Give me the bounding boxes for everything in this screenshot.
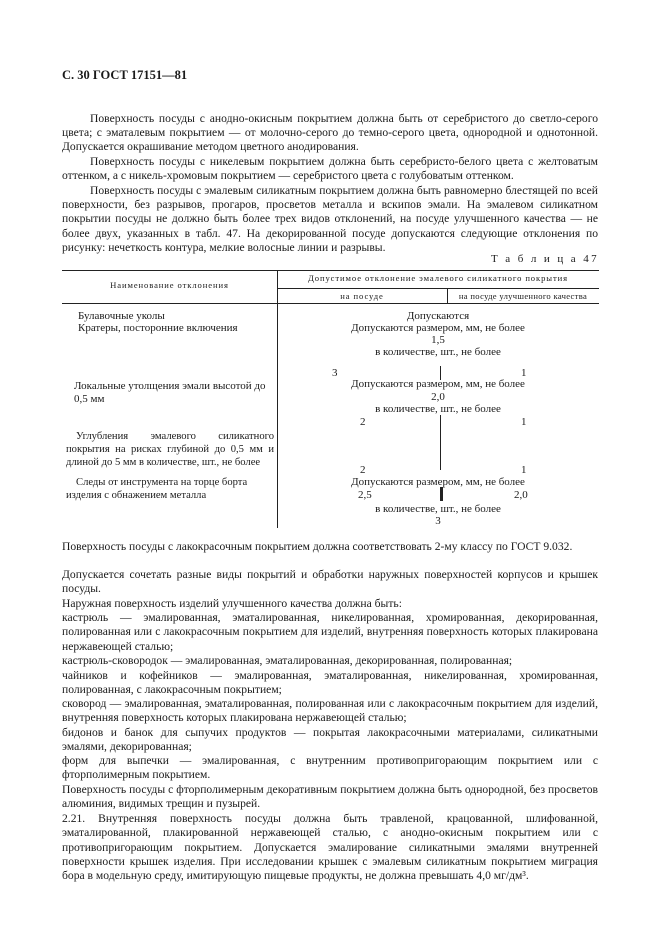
table-rule — [62, 303, 599, 304]
page-header: С. 30 ГОСТ 17151—81 — [62, 68, 188, 82]
table-rule — [440, 487, 443, 501]
paragraph: кастрюль — эмалированная, эматалированная, никелированная, хромированная, декорированная, полированная или с лакокрасочным покрытием для изделий, внутренняя поверхность которых плакирована нержавеющей сталью; — [62, 611, 598, 653]
cell-value: Допускаются размером, мм, не более — [351, 476, 525, 488]
row-name: Локальные утолщения эмали высотой до 0,5 мм — [74, 380, 266, 405]
paragraph: 2.21. Внутренняя поверхность посуды должна быть травленой, крацованной, шлифованной, эматалированной, плакированной нержавеющей сталью, с анодно-окисным покрытием или с противопригорающим покрытием. Допускается эмалирование силикатными эмалями внутренней поверхности крышек изделия. При исследовании крышек с эмалевым силикатным покрытием миграция бора в модельную среду, имитирующую пищевые продукты, не должна превышать 4,0 мг/дм³. — [62, 812, 598, 883]
table-caption: Т а б л и ц а 47 — [491, 253, 599, 265]
cell-value: 1 — [521, 416, 527, 428]
cell-value: 1,5 — [431, 334, 445, 346]
cell-value: 3 — [435, 515, 441, 527]
cell-value: 2 — [360, 464, 366, 476]
cell-value: 2,5 — [358, 489, 372, 501]
paragraph: Допускается сочетать разные виды покрытий и обработки наружных поверхностей корпусов и крышек посуды. — [62, 568, 598, 596]
paragraph: Поверхность посуды с фторполимерным декоративным покрытием должна быть однородной, без просветов алюминия, видимых трещин и пузырей. — [62, 783, 598, 811]
table-rule — [277, 288, 599, 289]
paragraph: Наружная поверхность изделий улучшенного качества должна быть: — [62, 597, 402, 610]
paragraph: Поверхность посуды с анодно-окисным покрытием должна быть от серебристого до светло-серого цвета; с эматалевым покрытием — от молочно-серого до темно-серого цвета, однородной и однотонной. Допускается окрашивание методом цветного анодирования. — [62, 112, 598, 154]
cell-value: в количестве, шт., не более — [375, 346, 501, 358]
cell-value: 2,0 — [514, 489, 528, 501]
col-header-a: на посуде — [340, 291, 384, 301]
paragraph: бидонов и банок для сыпучих продуктов — покрытая лакокрасочными материалами, силикатными эмалями, декорированная; — [62, 726, 598, 754]
table-rule — [62, 270, 599, 271]
row-name: Кратеры, посторонние включения — [78, 322, 238, 334]
cell-value: 3 — [332, 367, 338, 379]
paragraph: чайников и кофейников — эмалированная, эматалированная, никелированная, хромированная, полированная, с лакокрасочным покрытием; — [62, 669, 598, 697]
paragraph: форм для выпечки — эмалированная, с внутренним противопригорающим покрытием или с фторполимерным покрытием. — [62, 754, 598, 782]
cell-value: Допускаются размером, мм, не более — [351, 322, 525, 334]
row-name: Углубления эмалевого силикатного покрытия на рисках глубиной до 0,5 мм и длиной до 5 мм в количестве, шт., не более — [66, 431, 274, 468]
cell-value: Допускаются размером, мм, не более — [351, 378, 525, 390]
paragraph: Поверхность посуды с никелевым покрытием должна быть серебристо-белого цвета с желтоватым оттенком, а с никель-хромовым покрытием — серебристого цвета с голубоватым оттенком. — [62, 155, 598, 183]
table-rule — [440, 415, 441, 470]
cell-value: 1 — [521, 367, 527, 379]
col-header-name: Наименование отклонения — [110, 280, 229, 290]
col-header-b: на посуде улучшенного качества — [458, 291, 588, 301]
cell-value: 2,0 — [431, 391, 445, 403]
paragraph: Поверхность посуды с лакокрасочным покрытием должна соответствовать 2-му классу по ГОСТ 9.032. — [62, 540, 573, 553]
paragraph: кастрюль-сковородок — эмалированная, эматалированная, декорированная, полированная; — [62, 654, 513, 667]
paragraph: Поверхность посуды с эмалевым силикатным покрытием должна быть равномерно блестящей по всей поверхности, без разрывов, прогаров, просветов металла и вскипов эмали. На эмалевом силикатном покрытии посуды не должно быть более трех видов отклонений, на посуде улучшенного качества — не более двух, указанных в табл. 47. На декорированной посуде допускаются следующие отклонения по рисунку: нечеткость контура, мелкие волосные линии и разрывы. — [62, 184, 598, 254]
cell-value: 1 — [521, 464, 527, 476]
cell-value: 2 — [360, 416, 366, 428]
row-name: Следы от инструмента на торце борта изделия с обнажением металла — [66, 477, 248, 501]
cell-value: в количестве, шт., не более — [375, 403, 501, 415]
cell-value: Допускаются — [406, 310, 470, 322]
cell-value: в количестве, шт., не более — [375, 503, 501, 515]
col-header-group: Допустимое отклонение эмалевого силикатного покрытия — [308, 273, 568, 283]
paragraph: сковород — эмалированная, эматалированная, полированная или с лакокрасочным покрытием для изделий, внутренняя поверхность которых плакирована нержавеющей сталью; — [62, 697, 598, 725]
row-name: Булавочные уколы — [78, 310, 165, 322]
